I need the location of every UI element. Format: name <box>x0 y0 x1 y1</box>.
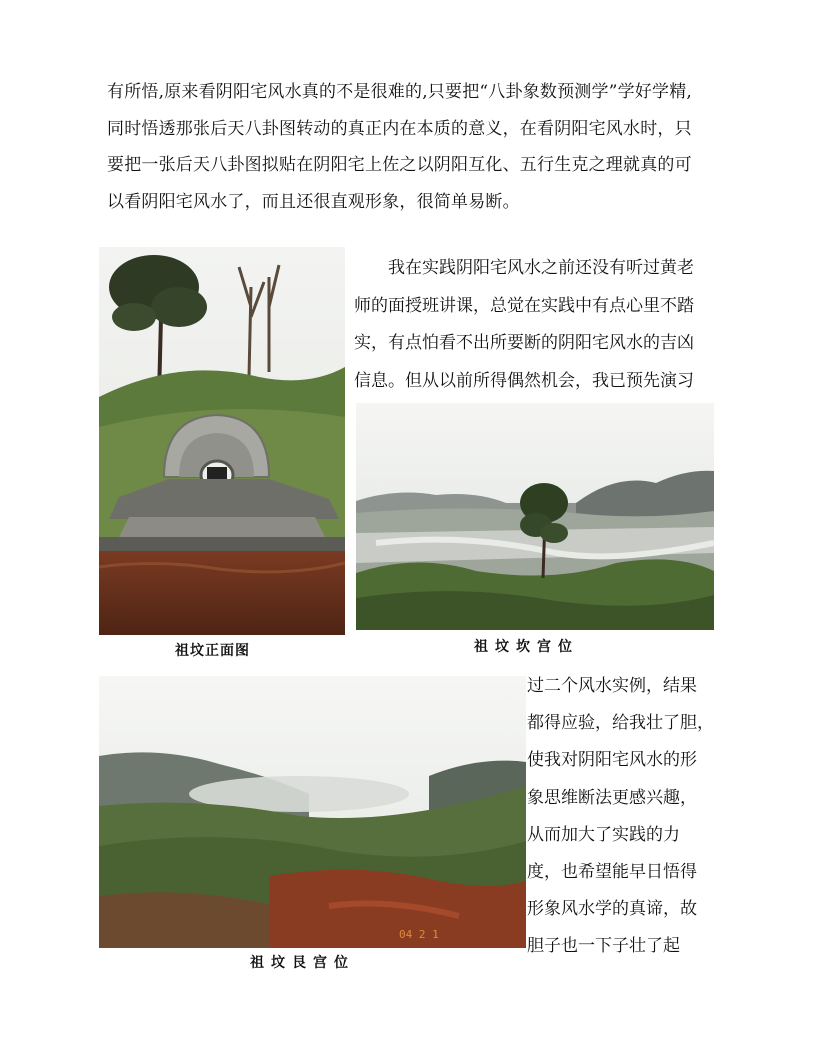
text-line: 以看阴阳宅风水了，而且还很直观形象，很简单易断。 <box>107 191 520 212</box>
text-line: 使我对阴阳宅风水的形 <box>527 750 697 771</box>
text-line: 师的面授班讲课，总觉在实践中有点心里不踏 <box>354 295 694 316</box>
narrow-paragraph <box>527 668 717 966</box>
gen-palace-caption: 祖坟艮宫位 <box>250 955 355 971</box>
kan-palace-caption: 祖坟坎宫位 <box>474 639 579 655</box>
text-line: 同时悟透那张后天八卦图转动的真正内在本质的意义，在看阴阳宅风水时，只 <box>107 118 692 139</box>
tomb-front-caption: 祖坟正面图 <box>175 643 250 659</box>
text-line: 实，有点怕看不出所要断的阴阳宅风水的吉凶 <box>354 333 694 353</box>
gen-palace-photo <box>99 676 526 948</box>
text-line: 从而加大了实践的力 <box>527 824 680 845</box>
text-line: 胆子也一下子壮了起 <box>527 936 680 957</box>
text-line: 有所悟,原来看阴阳宅风水真的不是很难的,只要把“八卦象数预测学”学好学精, <box>107 82 692 102</box>
text-line: 度，也希望能早日悟得 <box>527 862 697 883</box>
text-line: 过二个风水实例，结果 <box>527 676 697 696</box>
text-line: 我在实践阴阳宅风水之前还没有听过黄老 <box>388 258 694 278</box>
text-line: 信息。但从以前所得偶然机会，我已预先演习 <box>354 370 694 391</box>
text-line: 形象风水学的真谛，故 <box>527 899 697 920</box>
kan-palace-photo <box>356 403 714 630</box>
text-line: 要把一张后天八卦图拟贴在阴阳宅上佐之以阴阳互化、五行生克之理就真的可 <box>107 155 692 175</box>
text-line: 都得应验，给我壮了胆， <box>527 713 714 734</box>
intro-paragraph <box>107 74 715 220</box>
tomb-front-photo <box>99 247 345 635</box>
text-line: 象思维断法更感兴趣， <box>527 787 697 808</box>
side-paragraph <box>354 250 714 400</box>
date-stamp: 04 2 1 <box>399 928 439 941</box>
